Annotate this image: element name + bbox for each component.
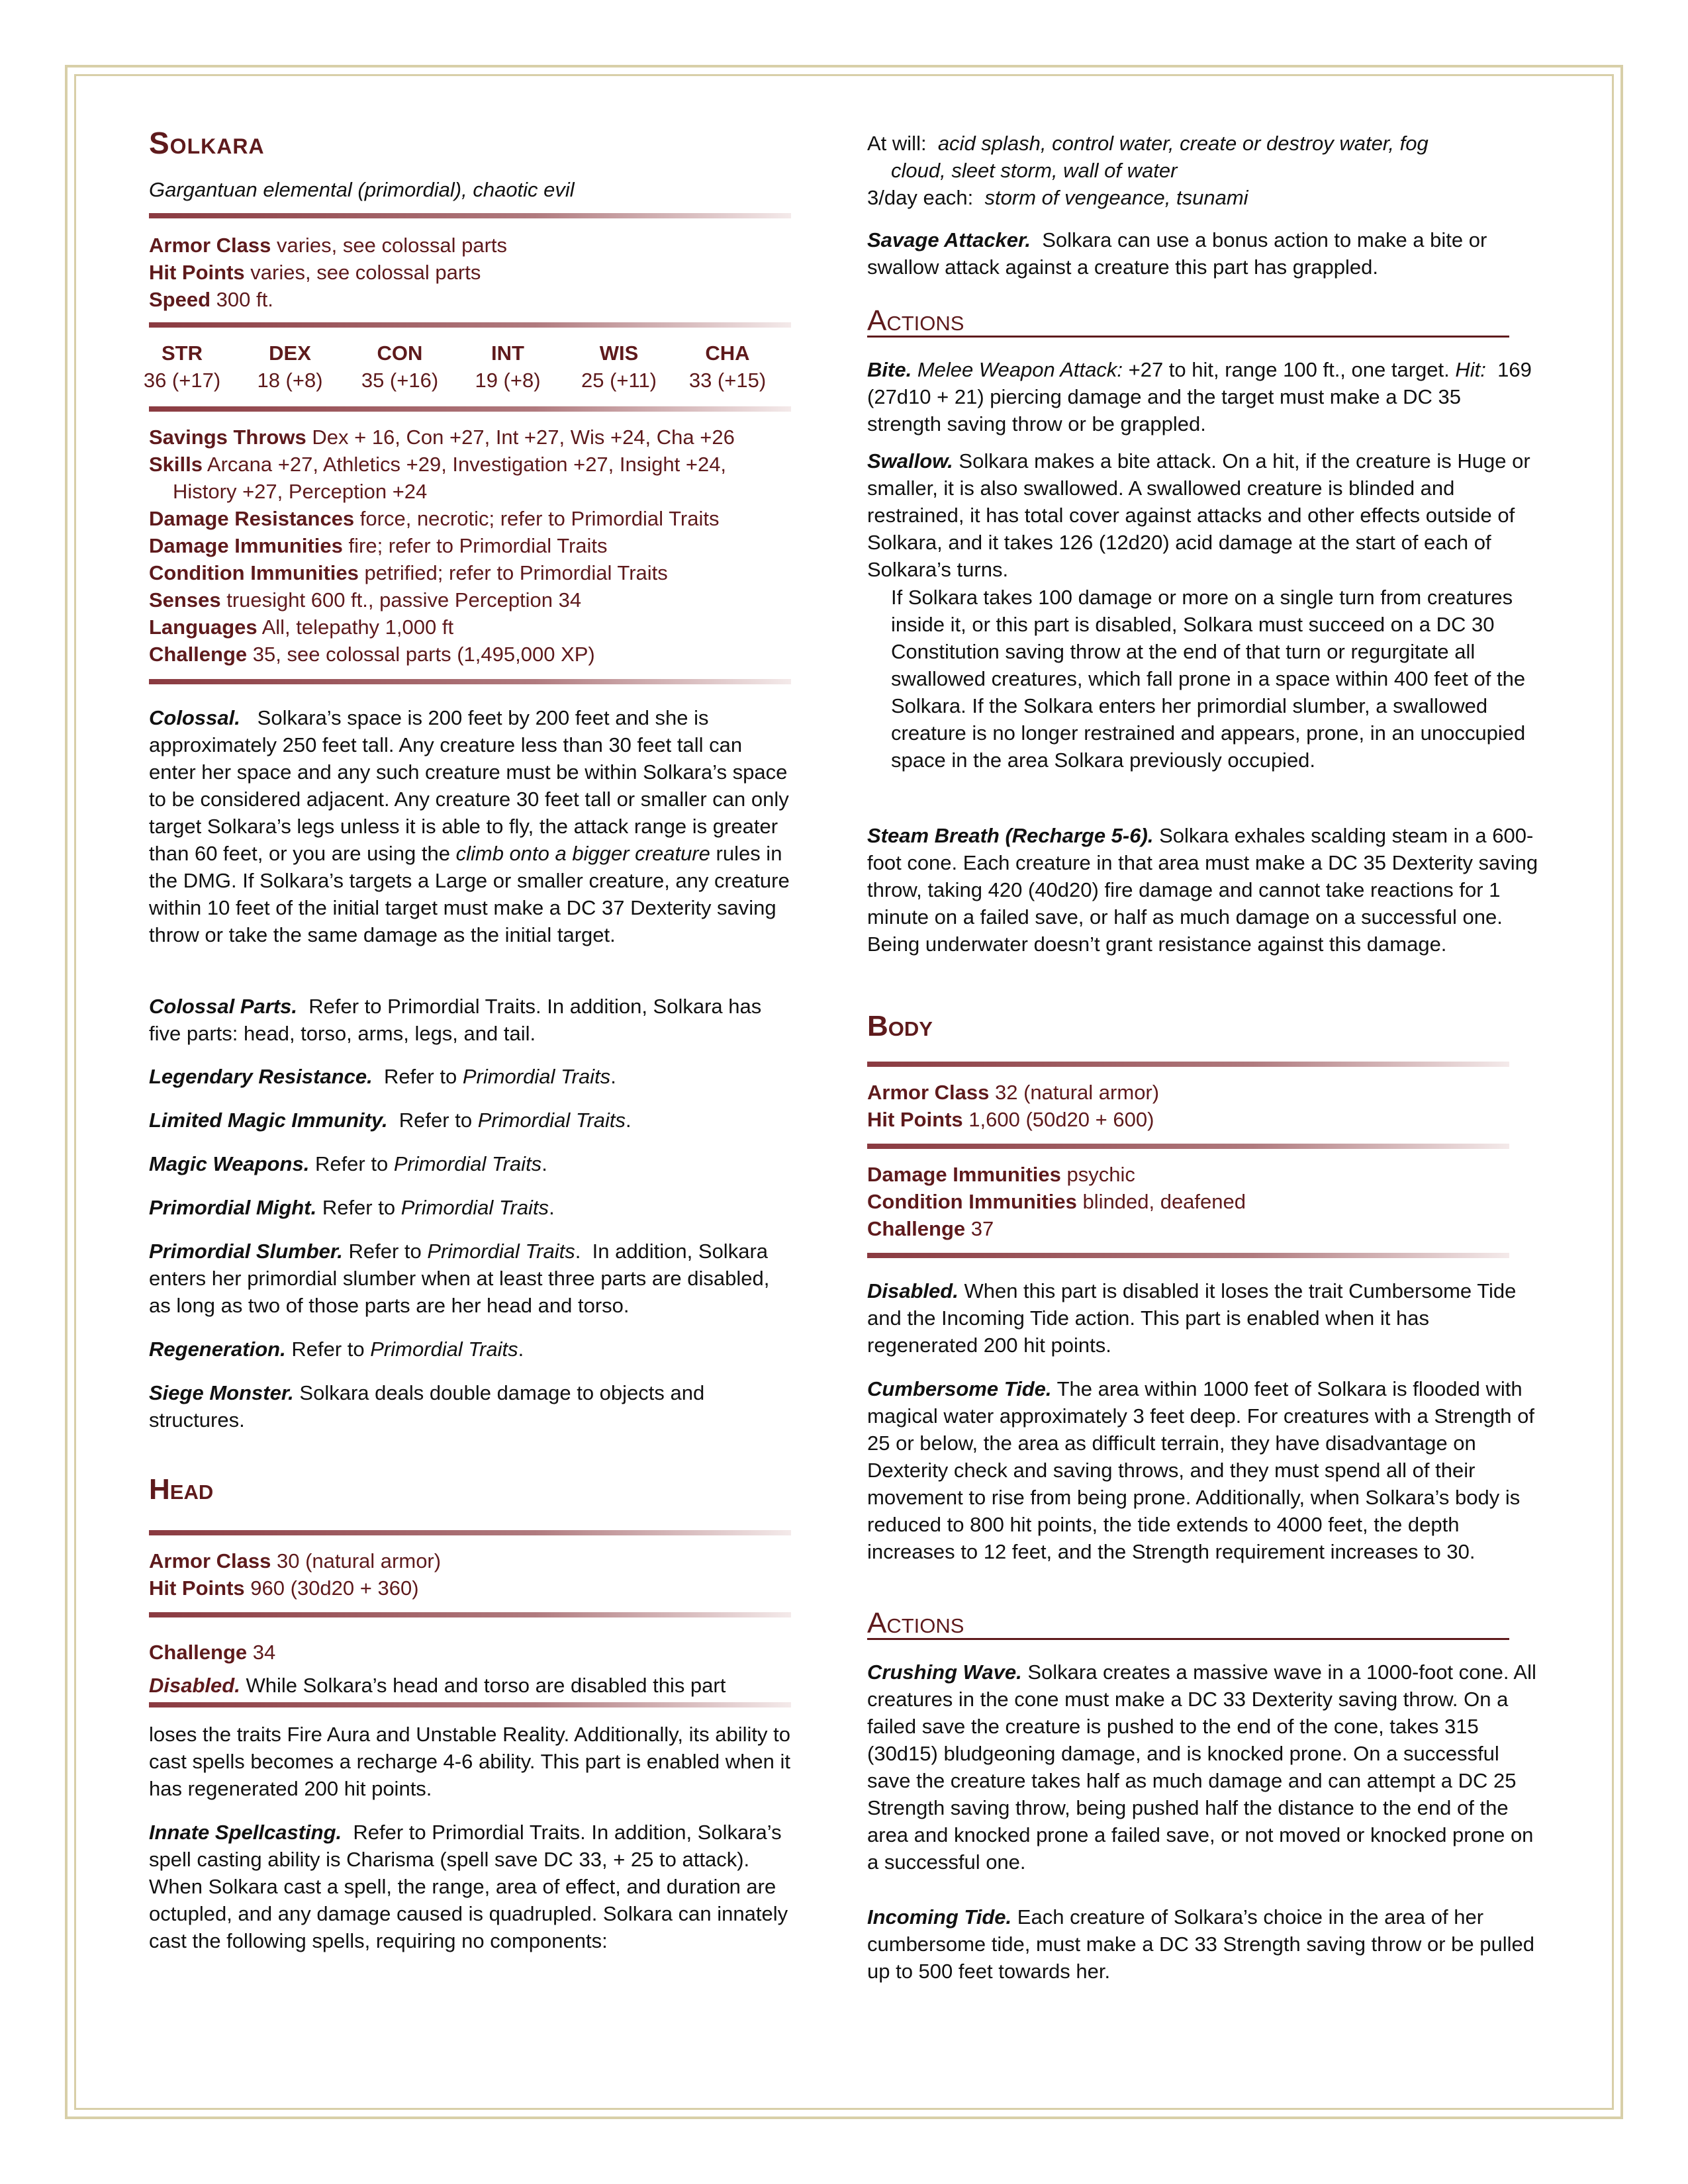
divider <box>149 322 791 328</box>
divider <box>149 1612 791 1617</box>
condition-immunities-line: Condition Immunities petrified; refer to Primordial Traits <box>149 561 668 584</box>
action-swallow-continued: If Solkara takes 100 damage or more on a single turn from creatures inside it, or this part is disabled, Solkara must succeed on a DC 30 Constitution saving throw at the end of that turn or regurgitate all swallowed creatures, which fall prone in a space within 400 feet of the Solkara. If the Solkara enters her primordial slumber, a swallowed creature is no longer restrained and appears, prone, in an unoccupied space in the area Solkara previously occupied. <box>891 586 1526 772</box>
head-innate-spellcasting: Innate Spellcasting. Refer to Primordial Traits. In addition, Solkara’s spell casting ability is Charisma (spell save DC 33, + 25 to attack). When Solkara cast a spell, the range, area of effect, and duration are octupled, and any damage caused is quadrupled. Solkara can innately cast the following spells, requiring no components: <box>149 1821 788 1952</box>
body-section-title: Body <box>867 1010 933 1042</box>
ability-wis: WIS 25 (+11) <box>581 341 657 392</box>
body-disabled: Disabled. When this part is disabled it loses the trait Cumbersome Tide and the Incoming Tide action. This part is enabled when it has regenerated 200 hit points. <box>867 1279 1517 1357</box>
body-hit-points-line: Hit Points 1,600 (50d20 + 600) <box>867 1108 1154 1131</box>
divider <box>149 679 791 684</box>
trait-cumbersome-tide: Cumbersome Tide. The area within 1000 feet of Solkara is flooded with magical water approximately 3 feet deep. For creatures with a Strength of 25 or below, the area as difficult terrain, they have disadvantage on Dexterity check and saving throws, and they must spend all of their movement to rise from being prone. Additionally, when Solkara’s body is reduced to 800 hit points, the tide extends to 4000 feet, the depth increases to 12 feet, and the Strength requirement increases to 30. <box>867 1377 1534 1563</box>
skills-line: Skills Arcana +27, Athletics +29, Investigation +27, Insight +24, <box>149 453 727 476</box>
divider <box>149 1702 791 1707</box>
hit-points-line: Hit Points varies, see colossal parts <box>149 261 481 284</box>
trait-savage-attacker: Savage Attacker. Solkara can use a bonus action to make a bite or swallow attack against a creature this part has grappled. <box>867 228 1487 279</box>
head-challenge-line: Challenge 34 <box>149 1641 276 1664</box>
divider <box>867 1062 1509 1067</box>
body-damage-immunities-line: Damage Immunities psychic <box>867 1163 1135 1186</box>
head-section-title: Head <box>149 1473 214 1506</box>
body-challenge-line: Challenge 37 <box>867 1217 994 1240</box>
trait-magic-weapons: Magic Weapons. Refer to Primordial Traits. <box>149 1152 547 1175</box>
ability-con: CON 35 (+16) <box>361 341 439 392</box>
ability-dex: DEX 18 (+8) <box>257 341 323 392</box>
action-steam-breath: Steam Breath (Recharge 5-6). Solkara exhales scalding steam in a 600-foot cone. Each creature in that area must make a DC 35 Dexterity saving throw, taking 420 (40d20) fire damage and cannot take reactions for 1 minute on a failed save, or half as much damage on a successful one. Being underwater doesn’t grant resistance against this damage. <box>867 824 1538 956</box>
senses-line: Senses truesight 600 ft., passive Perception 34 <box>149 588 582 612</box>
spells-at-will-2: cloud, sleet storm, wall of water <box>891 159 1178 182</box>
challenge-line: Challenge 35, see colossal parts (1,495,000 XP) <box>149 643 595 666</box>
divider <box>149 213 791 218</box>
trait-limited-magic-immunity: Limited Magic Immunity. Refer to Primordial Traits. <box>149 1109 632 1132</box>
trait-primordial-slumber: Primordial Slumber. Refer to Primordial Traits. In addition, Solkara enters her primordial slumber when at least three parts are disabled, as long as two of those parts are her head and torso. <box>149 1240 770 1317</box>
divider <box>867 1253 1509 1258</box>
body-armor-class-line: Armor Class 32 (natural armor) <box>867 1081 1160 1104</box>
spells-at-will: At will: acid splash, control water, create or destroy water, fog <box>867 132 1429 155</box>
head-hit-points-line: Hit Points 960 (30d20 + 360) <box>149 1576 419 1600</box>
body-condition-immunities-line: Condition Immunities blinded, deafened <box>867 1190 1246 1213</box>
head-armor-class-line: Armor Class 30 (natural armor) <box>149 1549 442 1572</box>
action-crushing-wave: Crushing Wave. Solkara creates a massive wave in a 1000-foot cone. All creatures in the cone must make a DC 33 Dexterity saving throw. On a failed save the creature is pushed to the end of the cone, takes 315 (30d15) bludgeoning damage, and is knocked prone. On a successful save the creature takes half as much damage and can attempt a DC 25 Strength saving throw, being pushed half the distance to the end of the area and knocked prone a failed save, or not moved or knocked prone on a successful one. <box>867 1661 1536 1874</box>
action-swallow: Swallow. Solkara makes a bite attack. On a hit, if the creature is Huge or smaller, it is also swallowed. A swallowed creature is blinded and restrained, it has total cover against attacks and other effects outside of Solkara, and it takes 126 (12d20) acid damage at the start of each of Solkara’s turns. <box>867 449 1530 581</box>
head-actions-title: Actions <box>867 307 1509 338</box>
divider <box>867 1144 1509 1149</box>
spells-per-day: 3/day each: storm of vengeance, tsunami <box>867 186 1248 209</box>
ability-cha: CHA 33 (+15) <box>688 341 767 392</box>
divider <box>149 406 791 412</box>
action-bite: Bite. Melee Weapon Attack: +27 to hit, range 100 ft., one target. Hit: 169 (27d10 + 21) piercing damage and the target must make a DC 35 strength saving throw or be grappled. <box>867 358 1532 435</box>
monster-name: Solkara <box>149 126 265 160</box>
skills-line-2: History +27, Perception +24 <box>173 480 428 503</box>
head-disabled-line: Disabled. While Solkara’s head and torso are disabled this part <box>149 1674 726 1697</box>
damage-resistances-line: Damage Resistances force, necrotic; refer to Primordial Traits <box>149 507 720 530</box>
damage-immunities-line: Damage Immunities fire; refer to Primordial Traits <box>149 534 608 557</box>
trait-primordial-might: Primordial Might. Refer to Primordial Traits. <box>149 1196 555 1219</box>
body-actions-title: Actions <box>867 1610 1509 1640</box>
trait-colossal-parts: Colossal Parts. Refer to Primordial Traits. In addition, Solkara has five parts: head, torso, arms, legs, and tail. <box>149 995 762 1045</box>
trait-siege-monster: Siege Monster. Solkara deals double damage to objects and structures. <box>149 1381 705 1432</box>
saves-line: Savings Throws Dex + 16, Con +27, Int +27, Wis +24, Cha +26 <box>149 426 735 449</box>
ability-int: INT 19 (+8) <box>475 341 541 392</box>
trait-legendary-resistance: Legendary Resistance. Refer to Primordial Traits. <box>149 1065 616 1088</box>
languages-line: Languages All, telepathy 1,000 ft <box>149 615 454 639</box>
monster-type: Gargantuan elemental (primordial), chaotic evil <box>149 178 575 201</box>
divider <box>149 1530 791 1535</box>
head-disabled-continued: loses the traits Fire Aura and Unstable Reality. Additionally, its ability to cast spells becomes a recharge 4-6 ability. This part is enabled when it has regenerated 200 hit points. <box>149 1723 790 1800</box>
armor-class-line: Armor Class varies, see colossal parts <box>149 234 508 257</box>
trait-regeneration: Regeneration. Refer to Primordial Traits. <box>149 1338 524 1361</box>
trait-colossal: Colossal. Solkara’s space is 200 feet by 200 feet and she is approximately 250 feet tall. Any creature less than 30 feet tall can enter her space and any such creature must be within Solkara’s space to be considered adjacent. Any creature 30 feet tall or smaller can only target Solkara’s legs unless it is able to fly, the attack range is greater than 60 feet, or you are using the climb onto a bigger creature rules in the DMG. If Solkara’s targets a Large or smaller creature, any creature within 10 feet of the initial target must make a DC 37 Dexterity saving throw or take the same damage as the initial target. <box>149 706 790 946</box>
speed-line: Speed 300 ft. <box>149 288 273 311</box>
action-incoming-tide: Incoming Tide. Each creature of Solkara’s choice in the area of her cumbersome tide, must make a DC 33 Strength saving throw or be pulled up to 500 feet towards her. <box>867 1905 1534 1983</box>
ability-str: STR 36 (+17) <box>143 341 221 392</box>
